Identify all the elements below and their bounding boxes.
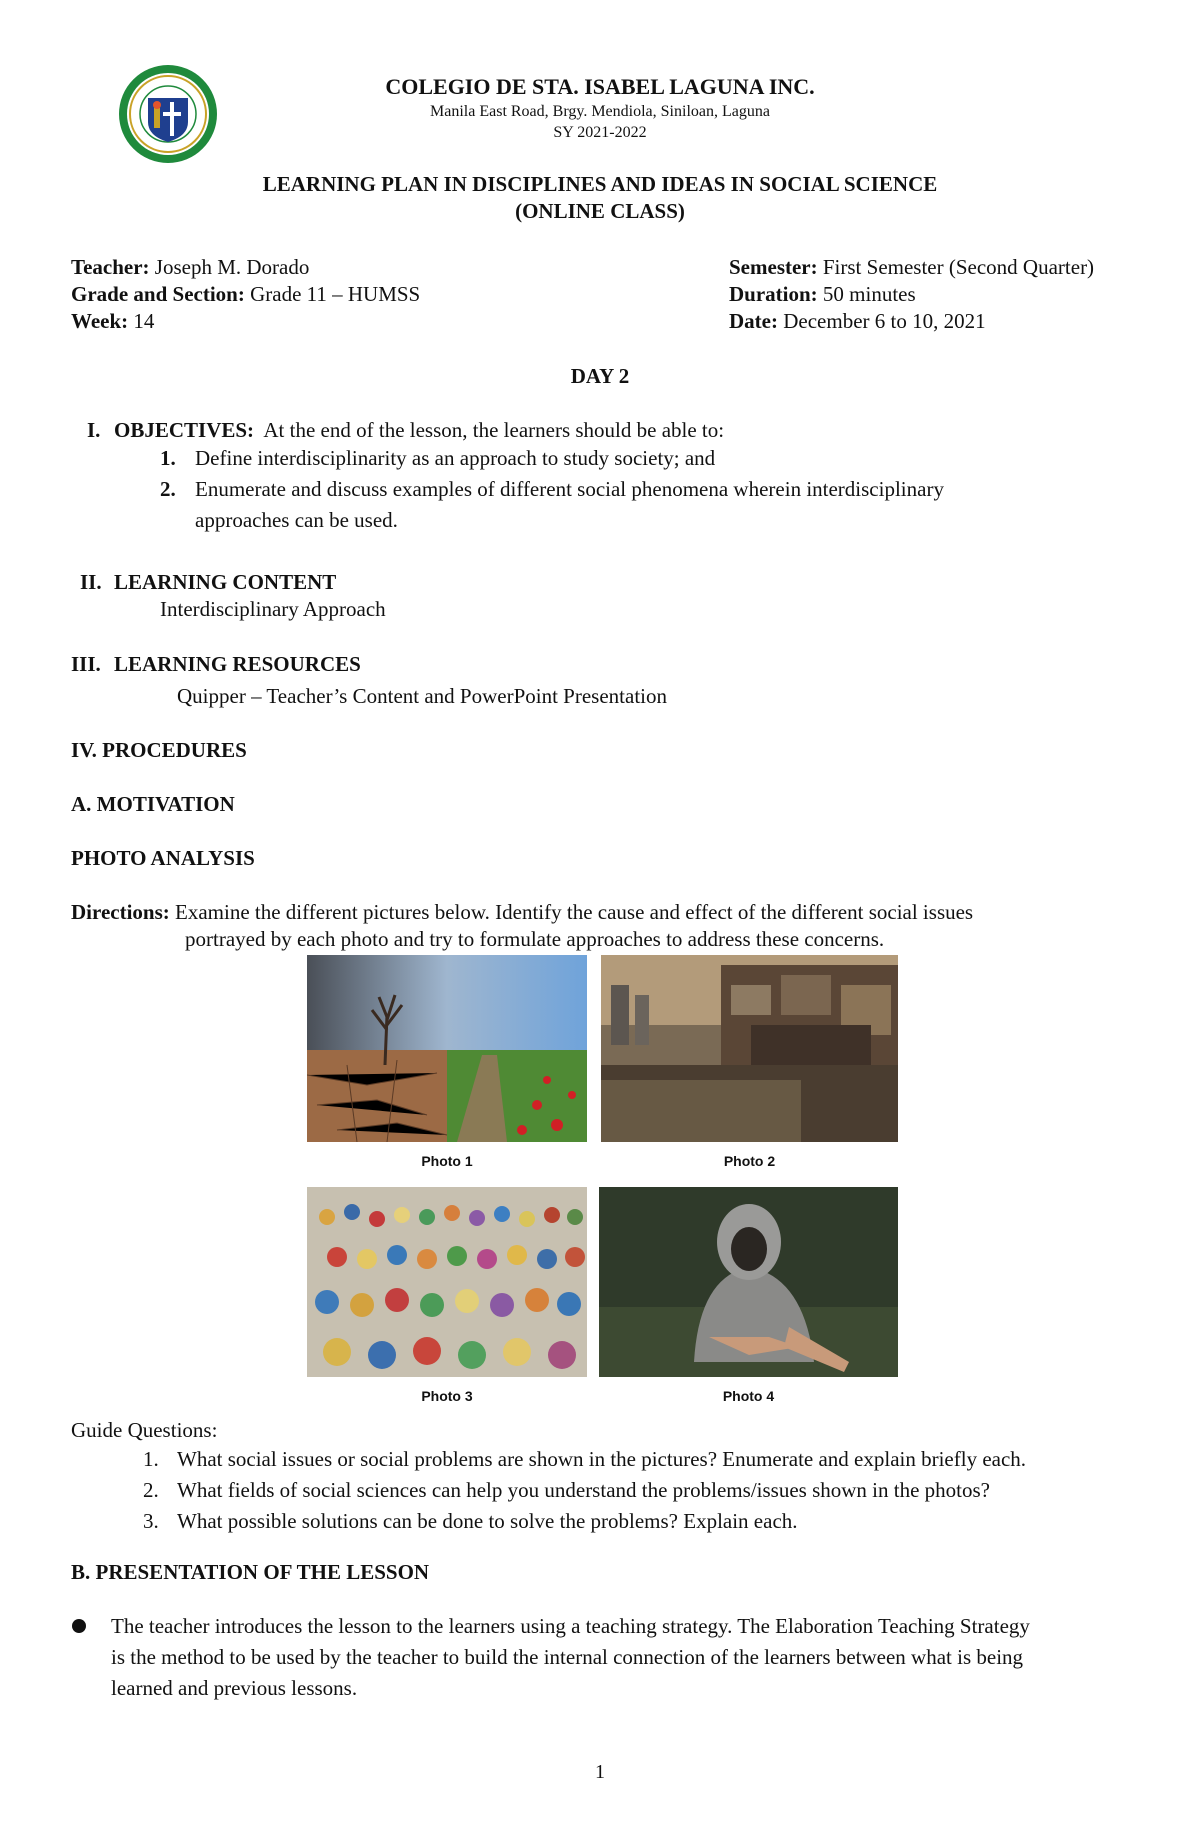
resources-numeral: III. <box>71 652 101 676</box>
resources-text: Quipper – Teacher’s Content and PowerPoint Presentation <box>177 684 667 708</box>
grade-row <box>71 282 420 307</box>
photo-4-caption: Photo 4 <box>722 1388 775 1404</box>
photo-1-drought <box>307 955 587 1142</box>
day-heading: DAY 2 <box>570 364 630 388</box>
objectives-intro: At the end of the lesson, the learners should be able to: <box>263 418 725 442</box>
photo-4-hooded-person <box>599 1187 898 1377</box>
motivation-heading: A. MOTIVATION <box>71 792 235 816</box>
school-name: COLEGIO DE STA. ISABEL LAGUNA INC. <box>385 74 815 99</box>
content-text: Interdisciplinary Approach <box>160 597 386 621</box>
objective-2-text-cont: approaches can be used. <box>195 508 398 532</box>
guide-q2-text: What fields of social sciences can help you understand the problems/issues shown in the photos? <box>177 1478 990 1502</box>
objective-1-text: Define interdisciplinarity as an approach to study society; and <box>195 446 716 470</box>
duration-row <box>729 282 916 307</box>
directions-row <box>71 900 973 925</box>
semester-row <box>729 255 1094 280</box>
objective-2-text: Enumerate and discuss examples of different social phenomena wherein interdisciplinary <box>195 477 944 501</box>
resources-heading: LEARNING RESOURCES <box>114 652 361 676</box>
objectives-row <box>114 418 724 443</box>
content-heading: LEARNING CONTENT <box>114 570 337 594</box>
photo-1-caption: Photo 1 <box>421 1153 473 1169</box>
grade-label: Grade and Section: <box>71 282 245 306</box>
duration-value: 50 minutes <box>822 282 916 306</box>
school-address: Manila East Road, Brgy. Mendiola, Siniloan, Laguna <box>430 103 770 120</box>
presentation-text-2: is the method to be used by the teacher to build the internal connection of the learners between what is being <box>111 1645 1024 1669</box>
objectives-heading: OBJECTIVES: <box>114 418 255 442</box>
teacher-value: Joseph M. Dorado <box>154 255 310 279</box>
objective-1-num: 1. <box>160 446 176 470</box>
week-label: Week: <box>71 309 129 333</box>
duration-label: Duration: <box>729 282 818 306</box>
date-value: December 6 to 10, 2021 <box>783 309 986 333</box>
teacher-row <box>71 255 309 280</box>
week-row <box>71 309 154 334</box>
photo-3-crowd <box>307 1187 587 1377</box>
directions-label: Directions: <box>71 900 170 924</box>
directions-text: Examine the different pictures below. Identify the cause and effect of the different social issues <box>175 900 974 924</box>
content-numeral: II. <box>80 570 102 594</box>
semester-label: Semester: <box>729 255 818 279</box>
photo-3-caption: Photo 3 <box>421 1388 473 1404</box>
guide-heading: Guide Questions: <box>71 1418 218 1442</box>
date-label: Date: <box>729 309 778 333</box>
objectives-numeral: I. <box>87 418 101 442</box>
directions-text-cont: portrayed by each photo and try to formulate approaches to address these concerns. <box>185 927 885 951</box>
guide-q2-num: 2. <box>143 1478 159 1502</box>
procedures-heading: IV. PROCEDURES <box>71 738 247 762</box>
photo-2-slum <box>601 955 898 1142</box>
page-number: 1 <box>595 1761 605 1783</box>
plan-subtitle: (ONLINE CLASS) <box>515 199 685 223</box>
grade-value: Grade 11 – HUMSS <box>250 282 421 306</box>
photo-2-caption: Photo 2 <box>723 1153 776 1169</box>
school-year: SY 2021-2022 <box>553 124 647 141</box>
teacher-label: Teacher: <box>71 255 150 279</box>
presentation-heading: B. PRESENTATION OF THE LESSON <box>71 1560 430 1584</box>
guide-q1-text: What social issues or social problems are shown in the pictures? Enumerate and explain briefly each. <box>177 1447 1027 1471</box>
week-value: 14 <box>133 309 155 333</box>
activity-heading: PHOTO ANALYSIS <box>71 846 255 870</box>
bullet-dot-icon <box>72 1619 86 1633</box>
objective-2-num: 2. <box>160 477 176 501</box>
semester-value: First Semester (Second Quarter) <box>822 255 1095 279</box>
guide-q3-num: 3. <box>143 1509 159 1533</box>
guide-q3-text: What possible solutions can be done to solve the problems? Explain each. <box>177 1509 798 1533</box>
guide-q1-num: 1. <box>143 1447 159 1471</box>
presentation-text-3: learned and previous lessons. <box>111 1676 358 1700</box>
date-row <box>729 309 986 334</box>
presentation-text-1: The teacher introduces the lesson to the learners using a teaching strategy. The Elaboration Teaching Strategy <box>111 1614 1030 1638</box>
plan-title: LEARNING PLAN IN DISCIPLINES AND IDEAS IN SOCIAL SCIENCE <box>262 172 938 196</box>
